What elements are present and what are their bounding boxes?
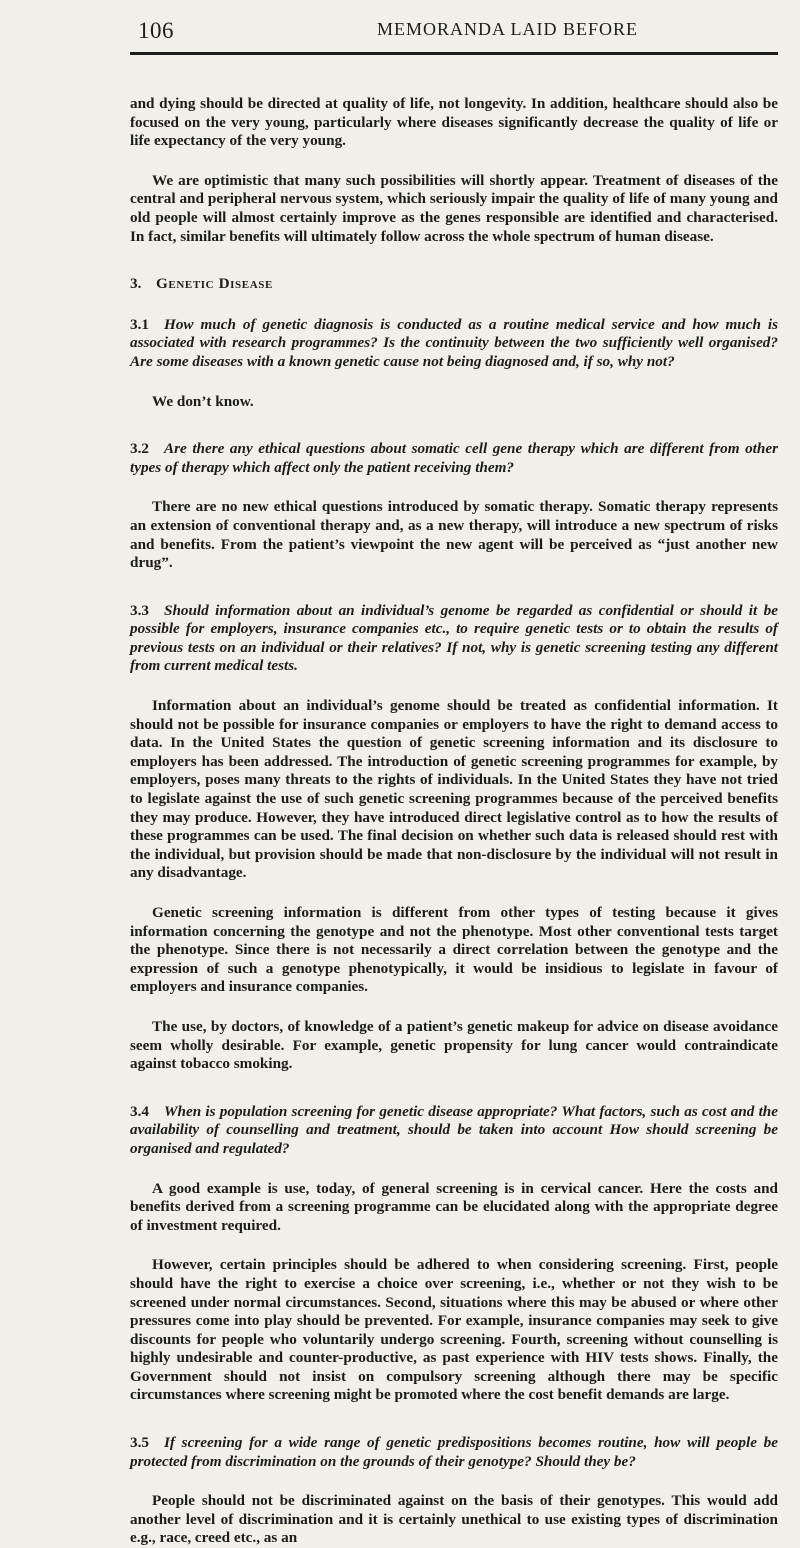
question-text: When is population screening for genetic disease appropriate? What factors, such as cost and the availability of counselling and treatment, should be taken into account How should screening be organised and regulated? [130,1102,778,1157]
paragraph: We are optimistic that many such possibilities will shortly appear. Treatment of diseases of the central and peripheral nervous system, which seriously impair the quality of life of many young and old people will almost certainly improve as the genes responsible are identified and characterised. In fact, similar benefits will ultimately follow across the whole spectrum of human disease. [130,171,778,245]
question-text: Are there any ethical questions about somatic cell gene therapy which are different from other types of therapy which affect only the patient receiving them? [130,440,778,476]
answer-3-1: We don’t know. [152,392,254,410]
answer-3-3-a: Information about an individual’s genome should be treated as confidential information. It should not be possible for insurance companies or employers to have the right to demand access to data. In the United States the question of genetic screening information and its disclosure to employers has been addressed. The introduction of genetic screening programmes for example, by employers, poses many threats to the rights of individuals. In the United States they have not tried to legislate against the use of such genetic screening programmes because of the perceived benefits they may produce. However, they have introduced direct legislative control as to how the results of these programmes can be used. The final decision on whether such data is released should rest with the individual, but provision should be made that non-disclosure by the individual will not result in any disadvantage. [130,697,778,882]
section-heading [130,275,778,294]
answer-3-4-a: A good example is use, today, of general screening is in cervical cancer. Here the costs and benefits derived from a screening programme can be elucidated along with the appropriate degree of investment required. [130,1179,778,1234]
running-title: MEMORANDA LAID BEFORE [377,19,639,39]
question-3-2 [130,440,778,477]
section-number: 3. [130,275,142,293]
question-number: 3.3 [130,601,149,619]
answer-3-4-b: However, certain principles should be adhered to when considering screening. First, people should have the right to exercise a choice over screening, i.e., whether or not they wish to be screened under normal circumstances. Second, situations where this may be abused or where other pressures come into play should be prevented. For example, insurance companies may seek to give discounts for people who voluntarily undergo screening. Fourth, screening without counselling is highly undesirable and counter-productive, as past experience with HIV tests shows. Finally, the Government should not insist on compulsory screening although there may be specific circumstances where screening might be promoted where the cost benefit demands are large. [130,1256,778,1404]
question-text: How much of genetic diagnosis is conducted as a routine medical service and how much is associated with research programmes? Is the continuity between the two sufficiently well organised? Are some diseases with a known genetic cause not being diagnosed and, if so, why not? [130,315,778,370]
question-3-5 [130,1434,778,1471]
running-header [130,0,778,55]
question-3-3 [130,602,778,676]
question-number: 3.2 [130,440,149,458]
question-3-1 [130,316,778,372]
section-title: Genetic Disease [156,275,273,293]
question-number: 3.1 [130,315,149,333]
paragraph-continuation: and dying should be directed at quality of life, not longevity. In addition, healthcare should also be focused on the very young, particularly where diseases significantly decrease the quality of life or life expectancy of the very young. [130,95,778,150]
question-number: 3.4 [130,1102,149,1120]
question-3-4 [130,1103,778,1159]
question-text: If screening for a wide range of genetic predispositions becomes routine, how will people be protected from discrimination on the grounds of their genotype? Should they be? [130,1434,778,1470]
answer-3-3-c: The use, by doctors, of knowledge of a patient’s genetic makeup for advice on disease avoidance seem wholly desirable. For example, genetic propensity for lung cancer would contraindicate against tobacco smoking. [130,1017,778,1073]
question-number: 3.5 [130,1434,149,1452]
question-text: Should information about an individual’s genome be regarded as confidential or should it be possible for employers, insurance companies etc., to require genetic tests or to obtain the results of previous tests on an individual or their relatives? If not, why is genetic screening testing any different from current medical tests. [130,601,778,675]
page-number: 106 [138,18,174,43]
answer-3-5: People should not be discriminated against on the basis of their genotypes. This would add another level of discrimination and it is certainly unethical to use existing types of discrimination e.g., race, creed etc., as an [130,1492,778,1547]
body-text [130,95,778,1548]
answer-3-2: There are no new ethical questions introduced by somatic therapy. Somatic therapy represents an extension of conventional therapy and, as a new therapy, will introduce a new spectrum of risks and benefits. From the patient’s viewpoint the new agent will be perceived as “just another new drug”. [130,498,778,572]
answer-3-3-b: Genetic screening information is different from other types of testing because it gives information concerning the genotype and not the phenotype. Most other conventional tests target the phenotype. Since there is not necessarily a direct correlation between the genotype and the expression of such a genotype phenotypically, it would be insidious to legislate in favour of employers and insurance companies. [130,904,778,996]
